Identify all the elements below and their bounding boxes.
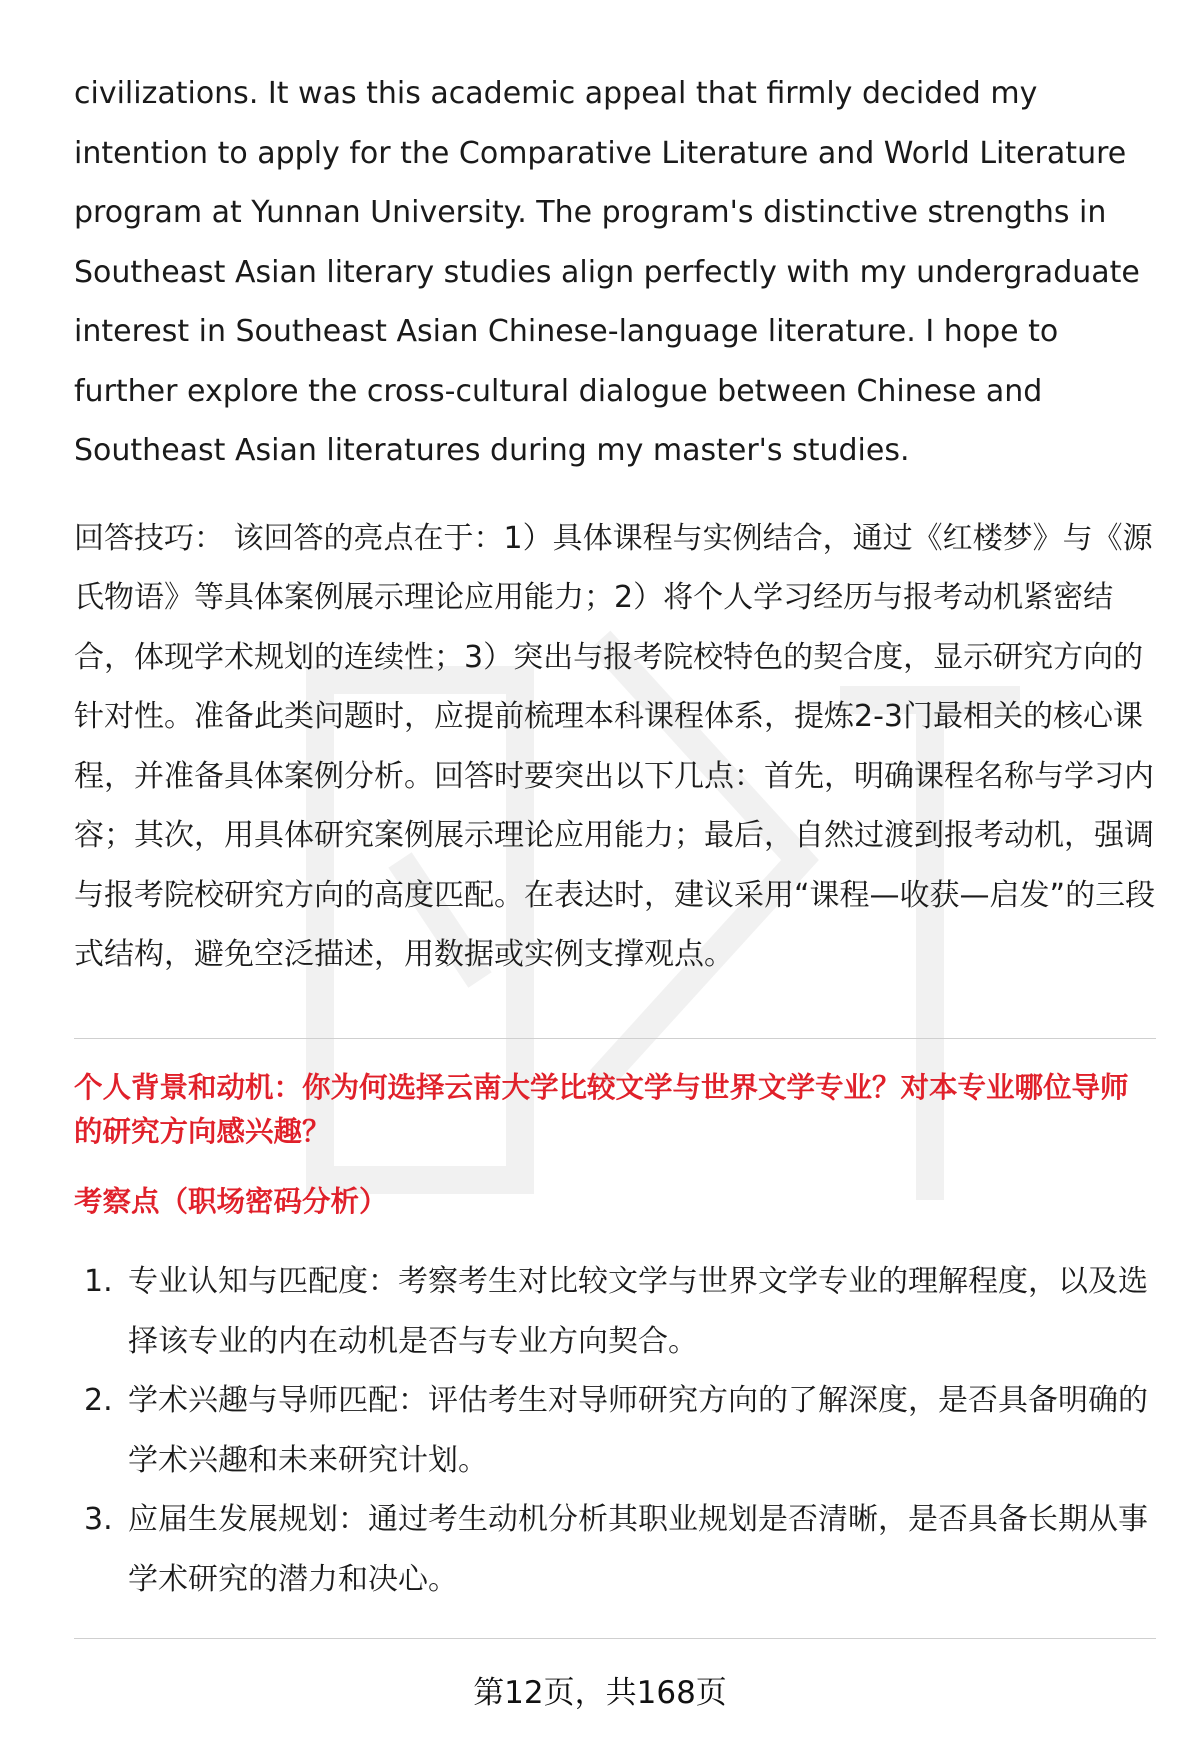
assessment-heading: 考察点（职场密码分析）	[74, 1185, 388, 1218]
list-item-text: 应届生发展规划：通过考生动机分析其职业规划是否清晰，是否具备长期从事学术研究的潜力和决心。	[128, 1502, 1148, 1597]
list-item	[74, 1252, 1156, 1371]
list-item-number: 3.	[84, 1502, 113, 1537]
intro-paragraph: civilizations. It was this academic appeal that firmly decided my intention to apply for the Comparative Literature and World Literature program at Yunnan University. The program's distinctive strengths in Southeast Asian literary studies align perfectly with my undergraduate interest in Southeast Asian Chinese-language literature. I hope to further explore the cross-cultural dialogue between Chinese and Southeast Asian literatures during my master's studies.	[74, 76, 1140, 468]
list-item-text: 学术兴趣与导师匹配：评估考生对导师研究方向的了解深度，是否具备明确的学术兴趣和未来研究计划。	[128, 1383, 1148, 1478]
list-item-text: 专业认知与匹配度：考察考生对比较文学与世界文学专业的理解程度，以及选择该专业的内在动机是否与专业方向契合。	[128, 1264, 1148, 1359]
list-item	[74, 1371, 1156, 1490]
answer-tips-paragraph: 回答技巧： 该回答的亮点在于：1）具体课程与实例结合，通过《红楼梦》与《源氏物语》等具体案例展示理论应用能力；2）将个人学习经历与报考动机紧密结合，体现学术规划的连续性；3）突出与报考院校特色的契合度，显示研究方向的针对性。准备此类问题时，应提前梳理本科课程体系，提炼2-3门最相关的核心课程，并准备具体案例分析。回答时要突出以下几点：首先，明确课程名称与学习内容；其次，用具体研究案例展示理论应用能力；最后，自然过渡到报考动机，强调与报考院校研究方向的高度匹配。在表达时，建议采用“课程—收获—启发”的三段式结构，避免空泛描述，用数据或实例支撑观点。	[74, 520, 1156, 972]
list-item-number: 1.	[84, 1264, 113, 1299]
list-item-number: 2.	[84, 1383, 113, 1418]
main-content	[74, 64, 1156, 985]
section-divider-bottom	[74, 1638, 1156, 1639]
section-divider-top	[74, 1038, 1156, 1039]
list-item	[74, 1490, 1156, 1609]
question-title: 个人背景和动机：你为何选择云南大学比较文学与世界文学专业？对本专业哪位导师的研究方向感兴趣？	[74, 1071, 1129, 1148]
page-number: 第12页，共168页	[473, 1675, 727, 1711]
assessment-list	[74, 1252, 1156, 1609]
